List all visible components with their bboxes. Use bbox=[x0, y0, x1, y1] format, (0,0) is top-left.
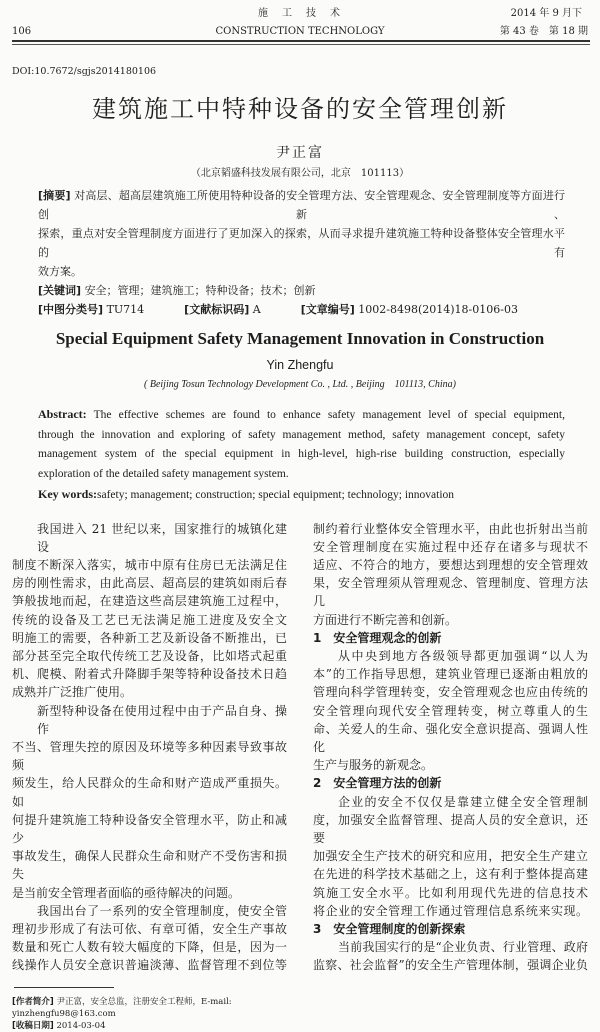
body-columns bbox=[0, 520, 600, 1032]
abstract-line: management system of the special equipment in high-level, high-rise building construction, especially bbox=[38, 448, 565, 461]
author-email: yinzhengfu98@163.com bbox=[12, 1008, 116, 1019]
body-line: 新型特种设备在使用过程中由于产品自身、操作 bbox=[37, 703, 287, 736]
abstract-line: 探索，重点对安全管理制度方面进行了更加深入的探索，从而寻求提升建筑施工特种设备整体安全管理水平的有 bbox=[38, 227, 565, 259]
keywords-cn-text: 安全；管理；建筑施工；特种设备；技术；创新 bbox=[84, 284, 316, 297]
issue-date: 2014 年 9 月下 bbox=[510, 8, 582, 19]
body-line: 传统的设备及工艺已无法满足施工进度及安全文 bbox=[12, 612, 287, 627]
body-line: 适应、不符合的地方，要想达到理想的安全管理效 bbox=[313, 557, 588, 572]
body-line: 本”的工作指导思想，建筑业管理已逐渐由粗放的 bbox=[313, 667, 588, 682]
body-line: 笋般拔地而起，在建造这些高层建筑施工过程中， bbox=[12, 594, 287, 609]
body-line: 是当前安全管理者面临的亟待解决的问题。 bbox=[12, 885, 241, 900]
abstract-cn bbox=[38, 186, 565, 281]
body-line: 监察、社会监督”的安全生产管理体制，强调企业负 bbox=[313, 958, 588, 973]
volume-issue: 第 43 卷 第 18 期 bbox=[499, 26, 588, 37]
abstract-cn-label: [摘要] bbox=[38, 189, 71, 202]
section-heading: 3 安全管理制度的创新探索 bbox=[313, 921, 466, 936]
keywords-en-label: Key words: bbox=[38, 486, 97, 501]
received-date: 2014-03-04 bbox=[56, 1020, 106, 1031]
classification-row bbox=[38, 300, 565, 319]
body-line: 不当、管理失控的原因及环境等多种因素导致事故频 bbox=[12, 739, 287, 773]
body-line: 制约着行业整体安全管理水平，由此也折射出当前 bbox=[313, 521, 588, 536]
body-line: 从中央到地方各级领导都更加强调“以人为 bbox=[338, 648, 588, 663]
body-line: 数量和死亡人数有较大幅度的下降，但是，因为一 bbox=[12, 940, 287, 955]
body-line: 频发生，给人民群众的生命和财产造成严重损失。如 bbox=[12, 776, 287, 809]
body-line: 将企业的安全管理工作通过管理信息系统来实现。 bbox=[313, 903, 588, 918]
body-line: 加强安全生产技术的研究和应用，把安全生产建立 bbox=[313, 849, 588, 864]
body-line: 在先进的科学技术基础之上，这有利于整体提高建 bbox=[313, 867, 588, 882]
doc-code-value: A bbox=[252, 303, 261, 316]
header-rule-thin bbox=[12, 44, 590, 45]
doc-code-label: [文献标识码] bbox=[184, 303, 250, 316]
body-line: 理初步形成了有法可依、有章可循，安全生产事故 bbox=[12, 921, 287, 936]
section-heading: 2 安全管理方法的创新 bbox=[313, 776, 442, 791]
body-line: 机、爬模、附着式升降脚手架等特种设备技术日趋 bbox=[12, 667, 287, 682]
abstract-line: through the innovation and exploring of safety management method, safety management concept, safety bbox=[38, 428, 565, 441]
body-line: 事故发生，确保人民群众生命和财产不受伤害和损失 bbox=[12, 849, 287, 882]
body-line: 安全管理制度在实施过程中还存在诸多与现状不 bbox=[313, 539, 588, 554]
body-line: 线操作人员安全意识普遍淡薄、监督管理不到位等 bbox=[12, 958, 287, 973]
keywords-cn bbox=[38, 281, 565, 300]
body-column-right bbox=[313, 520, 588, 1032]
abstract-en-label: Abstract: bbox=[38, 407, 87, 421]
body-line: 生产与服务的新观念。 bbox=[313, 758, 434, 773]
received-date-label: [收稿日期] bbox=[12, 1020, 54, 1031]
abstract-line bbox=[38, 405, 565, 426]
footnote-rule bbox=[14, 987, 114, 988]
abstract-line bbox=[38, 186, 565, 224]
body-line: 安全管理向现代安全管理转变，树立尊重人的生 bbox=[313, 703, 588, 718]
journal-name-en: CONSTRUCTION TECHNOLOGY bbox=[215, 26, 385, 37]
clc-label: [中图分类号] bbox=[38, 303, 104, 316]
body-line: 何提升建筑施工特种设备安全管理水平，防止和减少 bbox=[12, 812, 287, 845]
body-line: 管理向科学管理转变，安全管理观念也应由传统的 bbox=[313, 685, 588, 700]
body-line: 度，加强安全监督管理、提高人员的安全意识，还要 bbox=[313, 812, 588, 845]
body-line: 筑施工安全水平。比如利用现代先进的信息技术 bbox=[313, 885, 588, 900]
body-column-left-text bbox=[12, 520, 287, 975]
keywords-cn-label: [关键词] bbox=[38, 284, 82, 297]
title-en: Special Equipment Safety Management Innovation in Construction bbox=[55, 329, 545, 348]
abstract-line-text: The effective schemes are found to enhance safety management level of special equipment, bbox=[93, 409, 566, 421]
abstract-line-text: 对高层、超高层建筑施工所使用特种设备的安全管理方法、安全管理观念、安全管理制度等方面进行创新、 bbox=[38, 189, 565, 221]
body-line: 当前我国实行的是“企业负责、行业管理、政府 bbox=[338, 940, 588, 955]
keywords-en-text: safety; management; construction; special equipment; technology; innovation bbox=[97, 488, 455, 501]
header-rule bbox=[12, 40, 590, 42]
body-line: 部分甚至完全取代传统工艺及设备，比如塔式起重 bbox=[12, 648, 287, 663]
body-line: 成熟并广泛推广使用。 bbox=[12, 685, 133, 700]
body-line: 制度不断深入落实，城市中原有住房已无法满足住 bbox=[12, 557, 287, 572]
abstract-line: 效方案。 bbox=[38, 265, 82, 278]
page-title: 建筑施工中特种设备的安全管理创新 bbox=[92, 95, 508, 123]
body-line: 我国出台了一系列的安全管理制度，使安全管 bbox=[37, 903, 287, 918]
body-line: 果，安全管理须从管理观念、管理制度、管理方法几 bbox=[313, 576, 588, 609]
article-content bbox=[0, 186, 600, 1032]
body-line: 命、关爱人的生命、强化安全意识提高、强调人性化 bbox=[313, 721, 588, 754]
author-en: Yin Zhengfu bbox=[266, 358, 334, 372]
affiliation-cn: （北京韬盛科技发展有限公司，北京 101113） bbox=[190, 168, 410, 179]
author-cn: 尹正富 bbox=[276, 145, 324, 161]
article-number-value: 1002-8498(2014)18-0106-03 bbox=[358, 303, 518, 316]
section-heading: 1 安全管理观念的创新 bbox=[313, 630, 442, 645]
journal-name-cn: 施 工 技 术 bbox=[258, 8, 342, 19]
affiliation-en: ( Beijing Tosun Technology Development Co. , Ltd. , Beijing 101113, China) bbox=[144, 379, 456, 390]
body-line: 我国进入 21 世纪以来，国家推行的城镇化建设 bbox=[37, 521, 287, 554]
footnote bbox=[12, 996, 287, 1032]
clc-value: TU714 bbox=[106, 303, 145, 316]
author-bio-text: 尹正富，安全总监，注册安全工程师，E-mail: bbox=[56, 996, 232, 1007]
page-number: 106 bbox=[12, 26, 32, 37]
author-bio-label: [作者简介] bbox=[12, 996, 54, 1007]
body-line: 房的刚性需求，由此高层、超高层的建筑如雨后春 bbox=[12, 576, 287, 591]
body-line: 企业的安全不仅仅是靠建立健全安全管理制 bbox=[338, 794, 588, 809]
body-line: 明施工的需要，各种新工艺及新设备不断推出，已 bbox=[12, 630, 287, 645]
article-number-label: [文章编号] bbox=[300, 303, 355, 316]
doi: DOI:10.7672/sgjs2014180106 bbox=[12, 66, 157, 77]
body-line: 方面进行不断完善和创新。 bbox=[313, 612, 458, 627]
abstract-en bbox=[38, 405, 565, 485]
body-column-left bbox=[12, 520, 287, 1032]
keywords-en bbox=[38, 485, 565, 506]
abstract-line: exploration of the detailed safety management system. bbox=[38, 468, 289, 481]
